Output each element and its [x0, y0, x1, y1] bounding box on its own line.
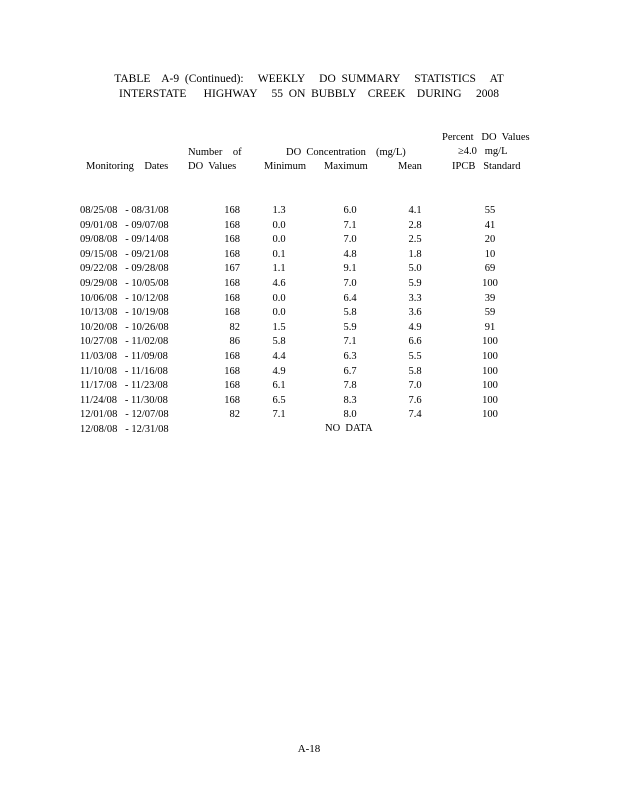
row-percent-meeting-standard: 69 [484, 263, 496, 274]
header-number-of: Number of [188, 147, 242, 158]
row-percent-meeting-standard: 100 [482, 351, 498, 362]
row-maximum: 7.1 [343, 220, 357, 231]
row-minimum: 0.1 [272, 249, 286, 260]
row-mean: 5.8 [408, 366, 422, 377]
row-maximum: 6.4 [343, 293, 357, 304]
row-percent-meeting-standard: 100 [482, 366, 498, 377]
table-title-line-2: INTERSTATE HIGHWAY 55 ON BUBBLY CREEK DURING 2008 [119, 88, 499, 100]
row-mean: 4.1 [408, 205, 422, 216]
row-minimum: 0.0 [272, 293, 286, 304]
header-monitoring-dates: Monitoring Dates [86, 161, 169, 172]
row-maximum: 9.1 [343, 263, 357, 274]
row-percent-meeting-standard: 100 [482, 336, 498, 347]
row-mean: 2.5 [408, 234, 422, 245]
row-number-of-values: 168 [224, 366, 240, 377]
row-mean: 1.8 [408, 249, 422, 260]
row-percent-meeting-standard: 100 [482, 395, 498, 406]
row-maximum: 6.3 [343, 351, 357, 362]
row-minimum: 6.5 [272, 395, 286, 406]
row-maximum: 6.0 [343, 205, 357, 216]
row-number-of-values: 168 [224, 249, 240, 260]
row-dates: 11/17/08 - 11/23/08 [80, 380, 168, 391]
row-mean: 3.3 [408, 293, 422, 304]
row-number-of-values: 168 [224, 351, 240, 362]
row-mean: 7.6 [408, 395, 422, 406]
row-percent-meeting-standard: 55 [484, 205, 496, 216]
row-number-of-values: 82 [229, 409, 240, 420]
row-dates: 12/01/08 - 12/07/08 [80, 409, 169, 420]
row-number-of-values: 168 [224, 205, 240, 216]
row-dates: 09/08/08 - 09/14/08 [80, 234, 169, 245]
row-dates: 08/25/08 - 08/31/08 [80, 205, 169, 216]
row-mean: 7.0 [408, 380, 422, 391]
header-mean: Mean [398, 161, 422, 172]
row-percent-meeting-standard: 100 [482, 278, 498, 289]
row-maximum: 6.7 [343, 366, 357, 377]
row-dates: 10/06/08 - 10/12/08 [80, 293, 169, 304]
row-dates: 11/03/08 - 11/09/08 [80, 351, 168, 362]
row-minimum: 4.9 [272, 366, 286, 377]
row-percent-meeting-standard: 20 [484, 234, 496, 245]
row-mean: 6.6 [408, 336, 422, 347]
row-minimum: 4.4 [272, 351, 286, 362]
row-dates: 10/13/08 - 10/19/08 [80, 307, 169, 318]
table-title-line-1: TABLE A-9 (Continued): WEEKLY DO SUMMARY STATISTICS AT [114, 73, 504, 85]
header-minimum: Minimum [264, 161, 307, 172]
row-dates: 09/29/08 - 10/05/08 [80, 278, 169, 289]
row-dates: 09/22/08 - 09/28/08 [80, 263, 169, 274]
row-mean: 2.8 [408, 220, 422, 231]
row-maximum: 5.9 [343, 322, 357, 333]
row-number-of-values: 168 [224, 395, 240, 406]
row-maximum: 8.3 [343, 395, 357, 406]
row-maximum: 8.0 [343, 409, 357, 420]
row-number-of-values: 167 [224, 263, 240, 274]
table-row-dates-last: 12/08/08 - 12/31/08 [80, 424, 169, 435]
row-minimum: 1.1 [272, 263, 286, 274]
row-number-of-values: 168 [224, 307, 240, 318]
row-mean: 5.0 [408, 263, 422, 274]
header-mgl: (mg/L) [376, 147, 406, 158]
row-dates: 11/10/08 - 11/16/08 [80, 366, 168, 377]
no-data-label: NO DATA [325, 423, 373, 434]
row-number-of-values: 82 [229, 322, 240, 333]
row-number-of-values: 168 [224, 293, 240, 304]
row-dates: 09/15/08 - 09/21/08 [80, 249, 169, 260]
row-mean: 5.9 [408, 278, 422, 289]
row-maximum: 5.8 [343, 307, 357, 318]
row-number-of-values: 168 [224, 220, 240, 231]
row-minimum: 6.1 [272, 380, 286, 391]
header-do-concentration: DO Concentration [286, 147, 366, 158]
page-number: A-18 [297, 743, 321, 755]
header-do-values: DO Values [188, 161, 237, 172]
row-number-of-values: 168 [224, 278, 240, 289]
header-ge4: ≥4.0 mg/L [458, 146, 508, 157]
row-minimum: 0.0 [272, 307, 286, 318]
row-dates: 10/27/08 - 11/02/08 [80, 336, 169, 347]
row-minimum: 4.6 [272, 278, 286, 289]
row-percent-meeting-standard: 10 [484, 249, 496, 260]
row-maximum: 7.0 [343, 234, 357, 245]
header-ipcb-standard: IPCB Standard [452, 161, 521, 172]
row-mean: 5.5 [408, 351, 422, 362]
header-percent: Percent DO Values [442, 132, 530, 143]
row-minimum: 5.8 [272, 336, 286, 347]
row-minimum: 1.5 [272, 322, 286, 333]
row-number-of-values: 168 [224, 234, 240, 245]
row-maximum: 7.8 [343, 380, 357, 391]
row-dates: 11/24/08 - 11/30/08 [80, 395, 168, 406]
row-minimum: 0.0 [272, 220, 286, 231]
row-dates: 10/20/08 - 10/26/08 [80, 322, 169, 333]
row-minimum: 1.3 [272, 205, 286, 216]
row-minimum: 0.0 [272, 234, 286, 245]
row-percent-meeting-standard: 41 [484, 220, 496, 231]
row-maximum: 7.0 [343, 278, 357, 289]
row-minimum: 7.1 [272, 409, 286, 420]
row-mean: 3.6 [408, 307, 422, 318]
row-maximum: 4.8 [343, 249, 357, 260]
row-percent-meeting-standard: 91 [484, 322, 496, 333]
row-dates: 09/01/08 - 09/07/08 [80, 220, 169, 231]
row-number-of-values: 86 [229, 336, 240, 347]
row-mean: 4.9 [408, 322, 422, 333]
row-percent-meeting-standard: 100 [482, 409, 498, 420]
row-percent-meeting-standard: 59 [484, 307, 496, 318]
row-percent-meeting-standard: 100 [482, 380, 498, 391]
row-mean: 7.4 [408, 409, 422, 420]
row-number-of-values: 168 [224, 380, 240, 391]
header-maximum: Maximum [324, 161, 368, 172]
row-maximum: 7.1 [343, 336, 357, 347]
row-percent-meeting-standard: 39 [484, 293, 496, 304]
